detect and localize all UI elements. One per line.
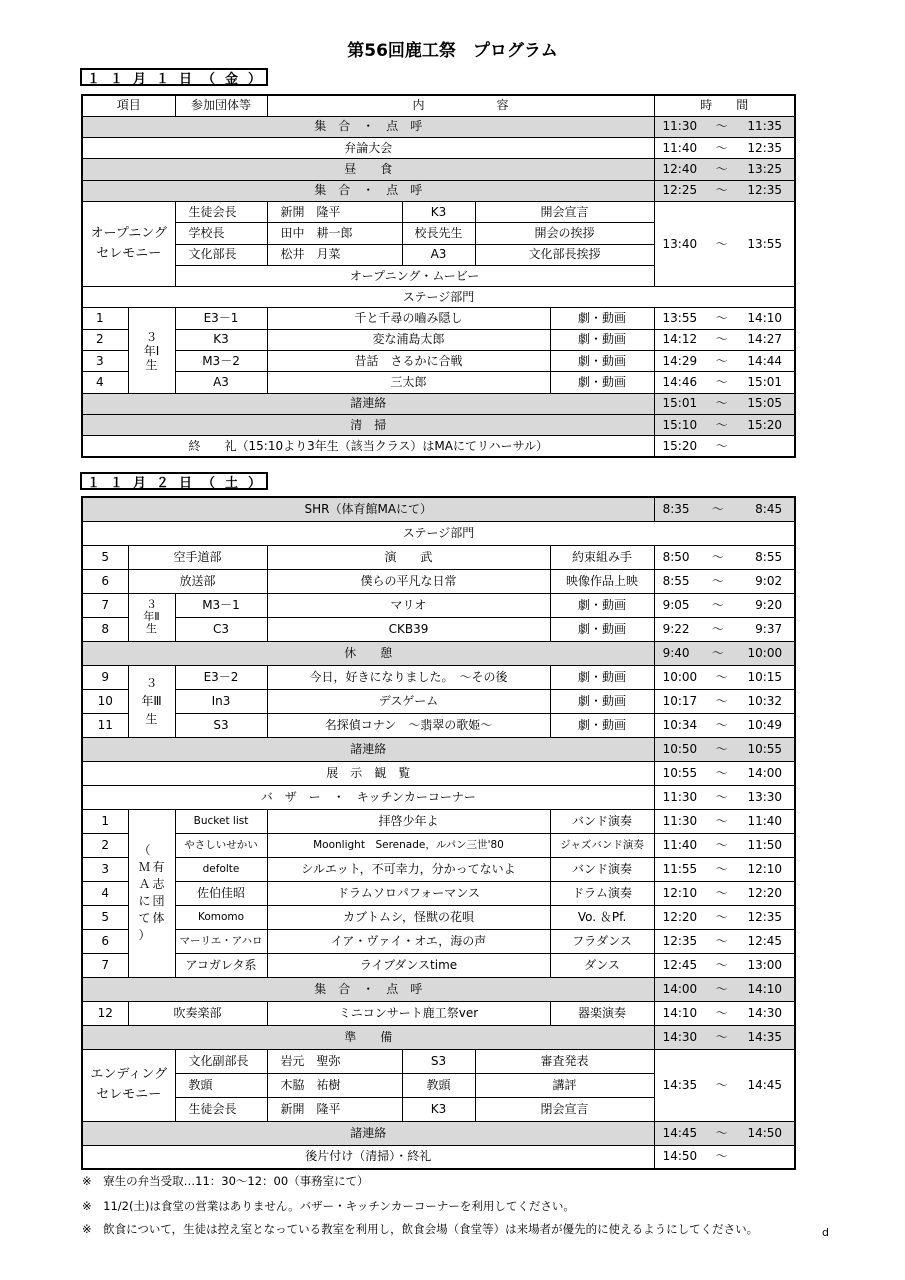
time-cell xyxy=(654,1121,795,1145)
time-cell xyxy=(654,857,795,881)
time-start: 10:00 xyxy=(662,669,698,684)
time-end: 11:40 xyxy=(747,813,783,828)
table-row: 1 ３ 年Ⅰ 生 E3－1 千と千尋の嚙み隠し 劇・動画 13:55 ～ 14:10 xyxy=(82,308,795,329)
day-label-char: （ xyxy=(201,71,215,87)
time-end: 10:49 xyxy=(747,717,783,732)
time-cell xyxy=(654,665,795,689)
time-start: 11:30 xyxy=(662,119,698,134)
day-label-char: 日 xyxy=(178,71,192,87)
table-row: 展 示 観 覧 10:55 ～ 14:00 xyxy=(82,761,795,785)
time-tilde: ～ xyxy=(715,765,728,780)
time-start: 11:40 xyxy=(662,837,698,852)
time-tilde: ～ xyxy=(715,1149,728,1164)
time-tilde: ～ xyxy=(715,332,728,347)
time-end: 13:25 xyxy=(747,162,783,177)
time-start: 14:12 xyxy=(662,332,698,347)
time-start: 12:25 xyxy=(662,183,698,198)
group2-label: ３ 年Ⅱ 生 xyxy=(128,593,175,641)
time-cell xyxy=(654,929,795,953)
time-end: 14:35 xyxy=(747,1029,783,1044)
time-tilde: ～ xyxy=(715,933,728,948)
time-end xyxy=(746,440,782,453)
time-start: 14:30 xyxy=(662,1029,698,1044)
time-end: 12:35 xyxy=(747,909,783,924)
table-row: 学校長 田中 耕一郎 校長先生 開会の挨拶 xyxy=(82,223,795,244)
time-start: 14:45 xyxy=(662,1125,698,1140)
time-end: 8:45 xyxy=(755,501,783,516)
footnote: ※ 寮生の弁当受取…11：30～12：00（事務室にて） xyxy=(82,1174,369,1188)
table-row: 集 合 ・ 点 呼 11:30 ～ 11:35 xyxy=(82,116,795,137)
time-tilde: ～ xyxy=(715,837,728,852)
time-tilde: ～ xyxy=(715,375,728,389)
time-tilde: ～ xyxy=(715,669,728,684)
vertical-label-char: Ａ xyxy=(138,877,151,891)
time-start: 12:20 xyxy=(662,909,698,924)
table-row: 諸連絡 10:50 ～ 10:55 xyxy=(82,737,795,761)
time-start: 14:35 xyxy=(662,1077,698,1092)
time-tilde: ～ xyxy=(715,438,728,453)
vertical-label-char: に xyxy=(138,894,151,908)
time-tilde: ～ xyxy=(715,1125,728,1140)
table-row: 集 合 ・ 点 呼 14:00 ～ 14:10 xyxy=(82,977,795,1001)
time-start: 15:20 xyxy=(662,438,698,453)
corner-mark: d xyxy=(822,1226,829,1239)
time-cell xyxy=(654,393,795,414)
table-row: 5 Komomo カブトムシ，怪獣の花唄 Vo. ＆Pf. 12:20 ～ 12:35 xyxy=(82,905,795,929)
table-row: 文化部長 松井 月菜 A3 文化部長挨拶 xyxy=(82,244,795,265)
time-start: 12:45 xyxy=(662,957,698,972)
table-row: 昼 食 12:40 ～ 13:25 xyxy=(82,159,795,180)
table-row: 10 In3 デスゲーム 劇・動画 10:17 ～ 10:32 xyxy=(82,689,795,713)
time-tilde: ～ xyxy=(711,597,724,612)
table-row: 7 ３ 年Ⅱ 生 M3－1 マリオ 劇・動画 9:05 ～ 9:20 xyxy=(82,593,795,617)
time-start: 11:30 xyxy=(662,789,698,804)
time-tilde: ～ xyxy=(715,311,728,326)
vertical-label-char: 志 xyxy=(152,877,165,891)
table-row: 4 A3 三太郎 劇・動画 14:46 ～ 15:01 xyxy=(82,372,795,393)
time-end: 10:55 xyxy=(747,741,783,756)
table-row: 後片付け（清掃）・終礼 14:50 ～ xyxy=(82,1145,795,1169)
table-row: 5 空手道部 演 武 約束組み手 8:50 ～ 8:55 xyxy=(82,545,795,569)
time-end: 9:20 xyxy=(755,597,783,612)
time-tilde: ～ xyxy=(715,183,728,198)
time-tilde: ～ xyxy=(715,813,728,828)
vertical-label-char: Ｍ xyxy=(138,860,151,874)
time-start: 12:35 xyxy=(662,933,698,948)
time-cell xyxy=(654,308,795,329)
table-row: 9 ３ 年Ⅲ 生 E3－2 今日，好きになりました。 ～その後 劇・動画 10:00 ～ 10:15 xyxy=(82,665,795,689)
time-tilde: ～ xyxy=(715,861,728,876)
table-row: バ ザ ー ・ キッチンカーコーナー 11:30 ～ 13:30 xyxy=(82,785,795,809)
vertical-label-char: ） xyxy=(138,928,151,942)
stage-group-label: ３ 年Ⅰ 生 xyxy=(128,308,175,393)
time-start: 10:34 xyxy=(662,717,698,732)
time-cell xyxy=(654,201,795,286)
time-start: 11:40 xyxy=(662,140,698,155)
time-end: 13:30 xyxy=(747,789,783,804)
day-label-char: 月 xyxy=(132,475,146,491)
time-cell xyxy=(654,641,795,665)
time-end: 9:02 xyxy=(755,573,783,588)
time-end: 10:15 xyxy=(747,669,783,684)
time-cell xyxy=(654,1025,795,1049)
time-cell xyxy=(654,497,795,521)
time-tilde: ～ xyxy=(715,1005,728,1020)
day-label-char: ２ xyxy=(155,475,169,491)
time-tilde: ～ xyxy=(715,353,728,368)
time-end: 12:10 xyxy=(747,861,783,876)
time-cell xyxy=(654,351,795,372)
time-cell xyxy=(654,833,795,857)
time-cell xyxy=(654,329,795,350)
time-tilde: ～ xyxy=(715,981,728,996)
time-start: 9:22 xyxy=(662,621,690,636)
day-label-char: １ xyxy=(155,71,169,87)
opening-ceremony-label: オープニング セレモニー xyxy=(82,201,175,286)
time-cell xyxy=(654,905,795,929)
time-cell xyxy=(654,977,795,1001)
time-cell xyxy=(654,689,795,713)
time-tilde: ～ xyxy=(711,573,724,588)
time-start: 11:55 xyxy=(662,861,698,876)
time-cell xyxy=(654,617,795,641)
time-cell xyxy=(654,180,795,201)
time-start: 13:40 xyxy=(662,236,698,251)
time-tilde: ～ xyxy=(711,645,724,660)
time-start: 8:50 xyxy=(662,549,690,564)
table-row: 3 defolte シルエット，不可幸力，分かってないよ バンド演奏 11:55 ～ 12:10 xyxy=(82,857,795,881)
time-end: 14:30 xyxy=(747,1005,783,1020)
time-cell xyxy=(654,1049,795,1121)
time-tilde: ～ xyxy=(715,741,728,756)
time-cell xyxy=(654,713,795,737)
day-label-char: １ xyxy=(109,71,123,87)
header-group: 参加団体等 xyxy=(175,95,267,116)
day-label-char: 土 xyxy=(224,475,238,491)
day2-table xyxy=(81,496,796,1170)
time-end: 12:20 xyxy=(747,885,783,900)
day-label-char: ） xyxy=(247,71,261,87)
table-row: 12 吹奏楽部 ミニコンサート鹿工祭ver 器楽演奏 14:10 ～ 14:30 xyxy=(82,1001,795,1025)
table-row: 7 アコガレタ系 ライブダンスtime ダンス 12:45 ～ 13:00 xyxy=(82,953,795,977)
time-end: 12:35 xyxy=(747,183,783,198)
table-row: 1 （ Ｍ Ａ に て ） 有 志 団 体 Bucket list 拝啓少年よ バンド演奏 11:30 ～ 11:40 xyxy=(82,809,795,833)
table-row: オープニング セレモニー 生徒会長 新開 隆平 K3 開会宣言 13:40 ～ 13:55 xyxy=(82,201,795,222)
time-end: 9:37 xyxy=(755,621,783,636)
time-start: 9:05 xyxy=(662,597,690,612)
time-start: 14:46 xyxy=(662,375,698,389)
vertical-label-char: 団 xyxy=(152,894,165,908)
time-end: 14:10 xyxy=(747,311,783,326)
table-row: 8 C3 CKB39 劇・動画 9:22 ～ 9:37 xyxy=(82,617,795,641)
table-row: 11 S3 名探偵コナン ～翡翠の歌姫～ 劇・動画 10:34 ～ 10:49 xyxy=(82,713,795,737)
time-end: 12:45 xyxy=(747,933,783,948)
time-end: 11:35 xyxy=(747,119,783,134)
time-start: 10:50 xyxy=(662,741,698,756)
vertical-label-char: て xyxy=(138,911,151,925)
footnote: ※ 飲食について，生徒は控え室となっている教室を利用し，飲食会場（食堂等）は来場者が優先的に使えるようにしてください。 xyxy=(82,1222,759,1236)
time-cell xyxy=(654,1001,795,1025)
day-label-char: １ xyxy=(86,71,100,87)
time-start: 12:40 xyxy=(662,162,698,177)
vertical-label-char: 有 xyxy=(152,860,165,874)
time-tilde: ～ xyxy=(715,236,728,251)
group3-label: ３ 年Ⅲ 生 xyxy=(128,665,175,737)
vol-label-col1 xyxy=(138,842,150,944)
time-cell xyxy=(654,953,795,977)
table-row: 終 礼（15:10より3年生（該当クラス）はMAにてリハーサル） 15:20 ～ xyxy=(82,436,795,457)
time-end xyxy=(746,1150,782,1163)
vertical-label-char: 体 xyxy=(152,911,165,925)
time-tilde: ～ xyxy=(715,1029,728,1044)
time-start: 14:00 xyxy=(662,981,698,996)
time-start: 14:29 xyxy=(662,353,698,368)
time-cell xyxy=(654,414,795,435)
time-end: 15:01 xyxy=(747,375,783,389)
time-start: 11:30 xyxy=(662,813,698,828)
time-tilde: ～ xyxy=(715,417,728,432)
time-end: 13:00 xyxy=(747,957,783,972)
time-start: 15:01 xyxy=(662,396,698,411)
time-tilde: ～ xyxy=(715,909,728,924)
table-row: 生徒会長 新開 隆平 K3 閉会宣言 xyxy=(82,1097,795,1121)
time-end: 8:55 xyxy=(755,549,783,564)
day1-label xyxy=(80,68,268,86)
time-start: 8:35 xyxy=(662,501,690,516)
table-row: 弁論大会 11:40 ～ 12:35 xyxy=(82,138,795,159)
time-tilde: ～ xyxy=(715,693,728,708)
time-end: 14:45 xyxy=(747,1077,783,1092)
time-end: 15:05 xyxy=(747,396,783,411)
time-cell xyxy=(654,372,795,393)
time-tilde: ～ xyxy=(715,885,728,900)
stage-header: ステージ部門 xyxy=(82,287,795,308)
table-row xyxy=(82,287,795,308)
table-row: 休 憩 9:40 ～ 10:00 xyxy=(82,641,795,665)
table-row: 集 合 ・ 点 呼 12:25 ～ 12:35 xyxy=(82,180,795,201)
table-row: 清 掃 15:10 ～ 15:20 xyxy=(82,414,795,435)
time-start: 10:55 xyxy=(662,765,698,780)
table-row: 教頭 木脇 祐樹 教頭 講評 xyxy=(82,1073,795,1097)
time-cell xyxy=(654,593,795,617)
table-row: 6 マーリエ・アハロ イア・ヴァイ・オエ，海の声 フラダンス 12:35 ～ 12:45 xyxy=(82,929,795,953)
table-row: SHR（体育館MAにて） 8:35 ～ 8:45 xyxy=(82,497,795,521)
time-cell xyxy=(654,785,795,809)
day-label-char: 金 xyxy=(224,71,238,87)
stage-header: ステージ部門 xyxy=(82,521,795,545)
time-tilde: ～ xyxy=(711,501,724,516)
header-content: 内 容 xyxy=(267,95,654,116)
table-row: エンディング セレモニー 文化副部長 岩元 聖弥 S3 審査発表 14:35 ～ 14:45 xyxy=(82,1049,795,1073)
table-row: 準 備 14:30 ～ 14:35 xyxy=(82,1025,795,1049)
time-start: 8:55 xyxy=(662,573,690,588)
time-end: 14:00 xyxy=(747,765,783,780)
time-end: 11:50 xyxy=(747,837,783,852)
time-tilde: ～ xyxy=(715,396,728,411)
time-end: 15:20 xyxy=(747,417,783,432)
day2-label xyxy=(80,472,268,490)
time-cell xyxy=(654,881,795,905)
time-tilde: ～ xyxy=(711,549,724,564)
vertical-label-char: （ xyxy=(138,843,151,857)
table-row: 諸連絡 14:45 ～ 14:50 xyxy=(82,1121,795,1145)
header-time: 時 間 xyxy=(654,95,795,116)
time-cell xyxy=(654,159,795,180)
table-row: 6 放送部 僕らの平凡な日常 映像作品上映 8:55 ～ 9:02 xyxy=(82,569,795,593)
table-row: オープニング・ムービー xyxy=(82,265,795,286)
time-tilde: ～ xyxy=(715,957,728,972)
time-end: 14:44 xyxy=(747,353,783,368)
time-cell xyxy=(654,436,795,457)
table-row: 4 佐伯佳昭 ドラムソロパフォーマンス ドラム演奏 12:10 ～ 12:20 xyxy=(82,881,795,905)
time-end: 10:32 xyxy=(747,693,783,708)
time-start: 14:10 xyxy=(662,1005,698,1020)
day-label-char: １ xyxy=(109,475,123,491)
page-title: 第56回鹿工祭 プログラム xyxy=(347,41,558,61)
time-start: 12:10 xyxy=(662,885,698,900)
vol-label-col2 xyxy=(153,842,165,944)
volunteer-group-label xyxy=(128,809,175,977)
time-tilde: ～ xyxy=(715,1077,728,1092)
ending-ceremony-label: エンディング セレモニー xyxy=(82,1049,175,1121)
time-tilde: ～ xyxy=(715,717,728,732)
day-label-char: ） xyxy=(247,475,261,491)
time-cell xyxy=(654,761,795,785)
day1-table xyxy=(81,94,796,458)
time-cell xyxy=(654,138,795,159)
time-start: 14:50 xyxy=(662,1149,698,1164)
time-end: 14:10 xyxy=(747,981,783,996)
time-end: 13:55 xyxy=(747,236,783,251)
time-end: 12:35 xyxy=(747,140,783,155)
time-cell xyxy=(654,809,795,833)
time-start: 13:55 xyxy=(662,311,698,326)
day-label-char: 日 xyxy=(178,475,192,491)
footnote: ※ 11/2(土)は食堂の営業はありません。バザー・キッチンカーコーナーを利用してください。 xyxy=(82,1199,575,1213)
time-tilde: ～ xyxy=(711,621,724,636)
time-tilde: ～ xyxy=(715,140,728,155)
time-cell xyxy=(654,1145,795,1169)
time-start: 9:40 xyxy=(662,645,690,660)
day-label-char: （ xyxy=(201,475,215,491)
time-tilde: ～ xyxy=(715,162,728,177)
day-label-char: １ xyxy=(86,475,100,491)
time-end: 10:00 xyxy=(747,645,783,660)
table-row xyxy=(82,521,795,545)
table-row: 2 K3 変な浦島太郎 劇・動画 14:12 ～ 14:27 xyxy=(82,329,795,350)
time-cell xyxy=(654,569,795,593)
header-item: 項目 xyxy=(82,95,175,116)
time-cell xyxy=(654,737,795,761)
day-label-char: 月 xyxy=(132,71,146,87)
time-tilde: ～ xyxy=(715,789,728,804)
time-cell xyxy=(654,545,795,569)
time-tilde: ～ xyxy=(715,119,728,134)
time-end: 14:50 xyxy=(747,1125,783,1140)
time-start: 10:17 xyxy=(662,693,698,708)
table-row: 2 やさしいせかい Moonlight Serenade，ルパン三世'80 ジャズバンド演奏 11:40 ～ 11:50 xyxy=(82,833,795,857)
time-cell xyxy=(654,116,795,137)
time-start: 15:10 xyxy=(662,417,698,432)
time-end: 14:27 xyxy=(747,332,783,347)
table-row: 諸連絡 15:01 ～ 15:05 xyxy=(82,393,795,414)
table-row: 3 M3－2 昔話 さるかに合戦 劇・動画 14:29 ～ 14:44 xyxy=(82,351,795,372)
